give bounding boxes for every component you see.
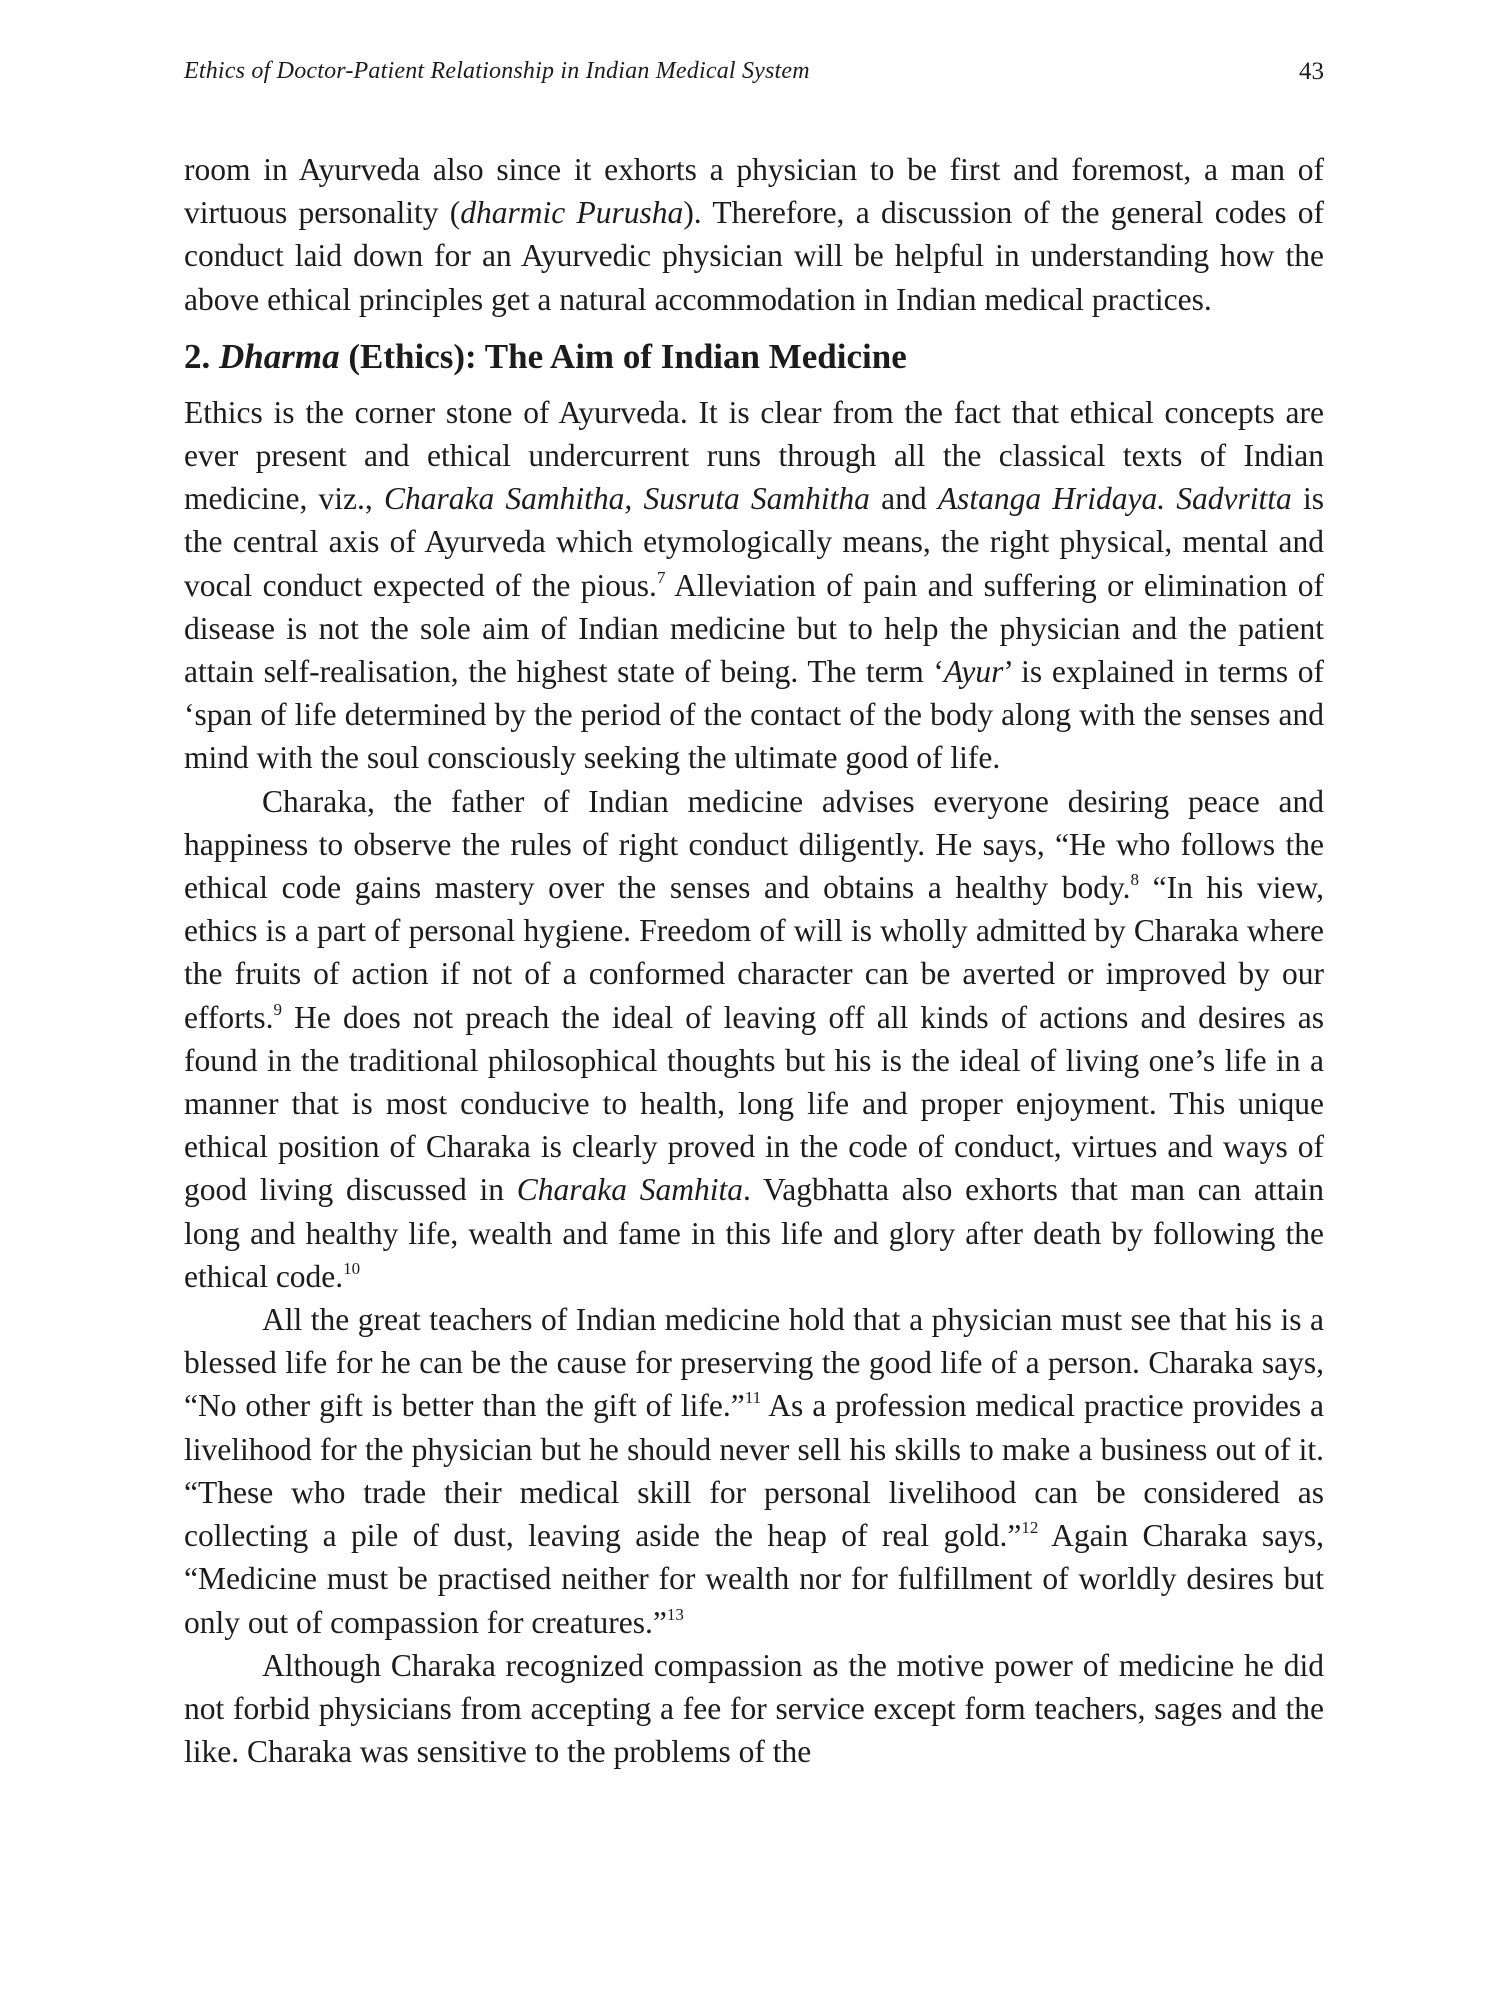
paragraph-compassion: Although Charaka recognized compassion as the motive power of medicine he did not forbid physicians from accepting a fee for service except form teachers, sages and the like. Charaka was sensitive to the problems of the (184, 1647, 1324, 1770)
footnote-ref[interactable]: 11 (744, 1388, 762, 1408)
paragraph-charaka: Charaka, the father of Indian medicine advises everyone desiring peace and happiness to observe the rules of right conduct diligently. He says, “He who follows the ethical code gains mastery over the senses and obtains a healthy body.$^8$ “In his view, ethics is a part of personal hygiene. Freedom of will is wholly admitted by Charaka where the fruits of action if not of a conformed character can be averted or improved by our efforts.$^9$ He does not preach the ideal of leaving off all kinds of actions and desires as found in the traditional philosophical thoughts but his is the ideal of living one’s life in a manner that is most conducive to health, long life and proper enjoyment. This unique ethical position of Charaka is clearly proved in the code of conduct, virtues and ways of good living discussed in Charaka Samhita. Vagbhatta also exhorts that man can attain long and healthy life, wealth and fame in this life and glory after death by following the ethical code.$^{10}$ (184, 783, 1324, 1294)
footnote-ref[interactable]: 12 (1021, 1518, 1039, 1538)
running-title: Ethics of Doctor-Patient Relationship in Indian Medical System (184, 58, 810, 84)
paragraph-teachers: All the great teachers of Indian medicine hold that a physician must see that his is a blessed life for he can be the cause for preserving the good life of a person. Charaka says, “No other gift is better than the gift of life.”$^{11}$ As a profession medical practice provides a livelihood for the physician but he should never sell his skills to make a business out of it. “These who trade their medical skill for personal livelihood can be considered as collecting a pile of dust, leaving aside the heap of real gold.”$^{12}$ Again Charaka says, “Medicine must be practised neither for wealth nor for fulfillment of worldly desires but only out of compassion for creatures.”$^{13}$ (184, 1302, 1324, 1640)
footnote-ref[interactable]: 13 (666, 1604, 684, 1624)
page-number: 43 (1299, 58, 1324, 85)
footnote-ref[interactable]: 9 (273, 999, 283, 1019)
section-term: Dharma (219, 336, 340, 376)
section-title: (Ethics): The Aim of Indian Medicine (348, 336, 907, 376)
italic-term: Ayur (943, 654, 1004, 690)
section-heading (184, 334, 1324, 380)
footnote-ref[interactable]: 8 (1130, 870, 1140, 890)
running-header (184, 52, 1324, 96)
italic-term: dharmic Purusha (460, 195, 684, 231)
italic-term: Astanga Hridaya. Sadvritta (937, 481, 1292, 517)
section-number: 2. (184, 336, 211, 376)
footnote-ref[interactable]: 10 (343, 1258, 361, 1278)
paragraph-continued: room in Ayurveda also since it exhorts a physician to be first and foremost, a man of virtuous personality (dharmic Purusha). Therefore, a discussion of the general codes of conduct laid down for an Ayurvedic physician will be helpful in understanding how the above ethical principles get a natural accommodation in Indian medical practices. (184, 152, 1324, 317)
footnote-ref[interactable]: 7 (656, 567, 666, 587)
paragraph-ethics-cornerstone: Ethics is the corner stone of Ayurveda. It is clear from the fact that ethical concepts are ever present and ethical undercurrent runs through all the classical texts of Indian medicine, viz., Charaka Samhitha, Susruta Samhitha and Astanga Hridaya. Sadvritta is the central axis of Ayurveda which etymologically means, the right physical, mental and vocal conduct expected of the pious.$^7$ Alleviation of pain and suffering or elimination of disease is not the sole aim of Indian medicine but to help the physician and the patient attain self-realisation, the highest state of being. The term ‘Ayur’ is explained in terms of ‘span of life determined by the period of the contact of the body along with the senses and mind with the soul consciously seeking the ultimate good of life. (184, 394, 1325, 776)
italic-term: Charaka Samhita (516, 1172, 743, 1208)
italic-term: Charaka Samhitha, Susruta Samhitha (383, 481, 870, 517)
page-body (184, 148, 1324, 1773)
